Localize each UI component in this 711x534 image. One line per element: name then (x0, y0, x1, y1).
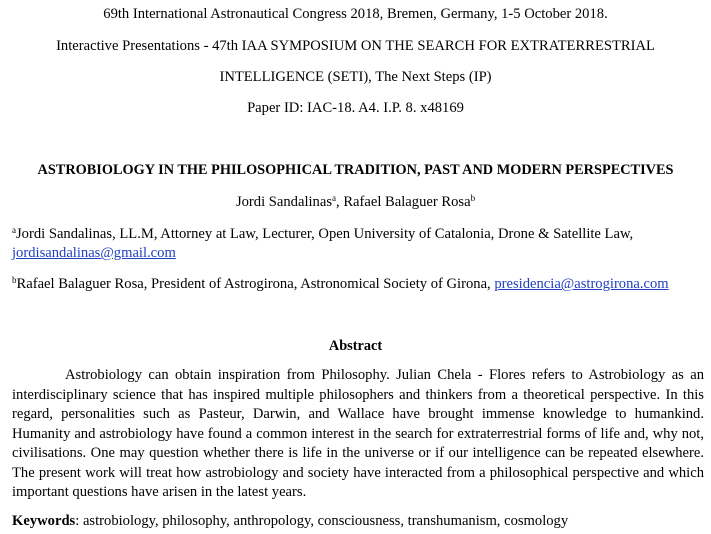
session-line-1: Interactive Presentations - 47th IAA SYMPOSIUM ON THE SEARCH FOR EXTRATERRESTRIAL (56, 38, 655, 54)
author-1-mark: a (332, 193, 337, 203)
affiliation-a-mark: a (12, 225, 16, 235)
author-line (0, 193, 711, 211)
keywords-line (12, 512, 568, 530)
abstract-heading: Abstract (328, 338, 383, 354)
affiliation-a-text: Jordi Sandalinas, LL.M, Attorney at Law, Lecturer, Open University of Catalonia, Drone & Satellite Law, (16, 226, 634, 242)
paper-title: ASTROBIOLOGY IN THE PHILOSOPHICAL TRADITION, PAST AND MODERN PERSPECTIVES (37, 162, 674, 178)
affiliation-b-text: Rafael Balaguer Rosa, President of Astrogirona, Astronomical Society of Girona, (16, 276, 495, 292)
affiliation-b-email-link[interactable]: presidencia@astrogirona.com (494, 276, 669, 292)
session-line-2: INTELLIGENCE (SETI), The Next Steps (IP) (219, 69, 492, 85)
keywords-text: : astrobiology, philosophy, anthropology, consciousness, transhumanism, cosmology (75, 513, 569, 529)
affiliation-a (12, 225, 633, 243)
paper-id: Paper ID: IAC-18. A4. I.P. 8. x48169 (247, 100, 464, 116)
author-2-name: Rafael Balaguer Rosa (343, 194, 471, 210)
congress-line: 69th International Astronautical Congress 2018, Bremen, Germany, 1-5 October 2018. (103, 6, 608, 22)
affiliation-b (12, 275, 669, 293)
affiliation-a-email-line (12, 244, 176, 262)
affiliation-b-mark: b (12, 275, 17, 285)
author-separator: , (336, 194, 344, 210)
affiliation-a-email-link[interactable]: jordisandalinas@gmail.com (12, 245, 176, 261)
abstract-body: Astrobiology can obtain inspiration from Philosophy. Julian Chela - Flores refers to Astrobiology as an interdisciplinary science that has inspired multiple philosophers and thinkers from a theoretical perspective. In this regard, personalities such as Pasteur, Darwin, and Wallace have brought immense knowledge to humankind. Humanity and astrobiology have found a common interest in the search for extraterrestrial forms of life and, why not, civilisations. One may question whether there is life in the universe or if our intelligence can be repeated elsewhere. The present work will treat how astrobiology and society have interacted from a philosophical perspective and which important questions have arisen in the latest years. (12, 367, 704, 500)
keywords-label: Keywords (12, 513, 76, 529)
author-2-mark: b (470, 193, 476, 203)
author-1-name: Jordi Sandalinas (235, 194, 333, 210)
